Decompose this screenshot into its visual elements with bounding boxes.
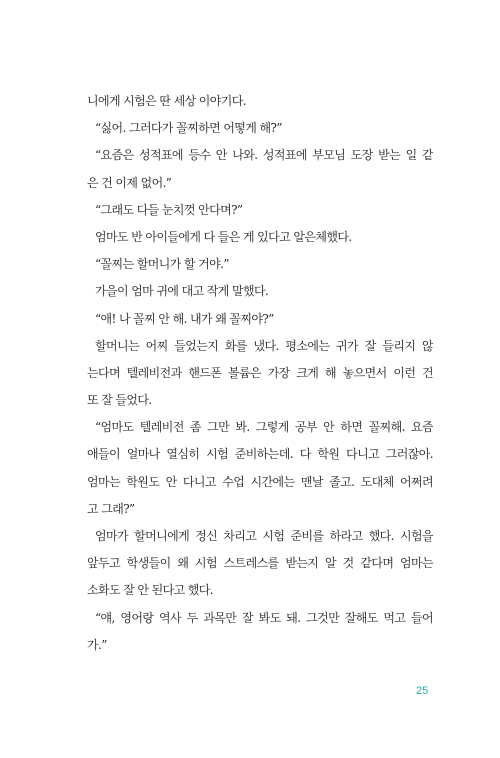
text-line: 애들이 얼마나 열심히 시험 준비하는데. 다 학원 다니고 그러잖아. bbox=[87, 447, 433, 462]
text-line: 엄마는 학원도 안 다니고 수업 시간에는 맨날 졸고. 도대체 어쩌려 bbox=[87, 474, 433, 489]
text-line: 가.” bbox=[87, 637, 107, 652]
text-line: “싫어. 그러다가 꼴찌하면 어떻게 해?” bbox=[95, 121, 282, 136]
text-line: 또 잘 들었다. bbox=[87, 393, 152, 408]
text-line: “요즘은 성적표에 등수 안 나와. 성적표에 부모님 도장 받는 일 같 bbox=[95, 148, 433, 163]
text-line: 소화도 잘 안 된다고 했다. bbox=[87, 583, 213, 598]
text-line: “그래도 다들 눈치껏 안다며?” bbox=[95, 202, 243, 217]
text-line: “엄마도 텔레비전 좀 그만 봐. 그렇게 공부 안 하면 꼴찌해. 요즘 bbox=[95, 420, 433, 435]
page-number: 25 bbox=[416, 685, 429, 697]
text-line: “얘, 영어랑 역사 두 과목만 잘 봐도 돼. 그것만 잘해도 먹고 들어 bbox=[95, 610, 433, 625]
text-line: 엄마가 할머니에게 정신 차리고 시험 준비를 하라고 했다. 시험을 bbox=[95, 529, 433, 543]
text-line: 니에게 시험은 딴 세상 이야기다. bbox=[87, 94, 246, 108]
text-line: 할머니는 어찌 들었는지 화를 냈다. 평소에는 귀가 잘 들리지 않 bbox=[95, 338, 433, 353]
text-line: 는다며 텔레비전과 핸드폰 볼륨은 가장 크게 해 놓으면서 이런 건 bbox=[87, 365, 433, 380]
text-line: “꼴찌는 할머니가 할 거야.” bbox=[95, 257, 229, 272]
body-text bbox=[87, 88, 433, 659]
text-line: 앞두고 학생들이 왜 시험 스트레스를 받는지 알 것 같다며 엄마는 bbox=[87, 556, 433, 571]
text-line: 엄마도 반 아이들에게 다 들은 게 있다고 알은체했다. bbox=[95, 229, 352, 244]
text-line: 고 그래?” bbox=[87, 501, 135, 516]
text-line: 은 건 이제 없어.” bbox=[87, 175, 172, 190]
text-line: 가을이 엄마 귀에 대고 작게 말했다. bbox=[95, 284, 269, 299]
text-line: “애! 나 꼴찌 안 해. 내가 왜 꼴찌야?” bbox=[95, 311, 274, 326]
